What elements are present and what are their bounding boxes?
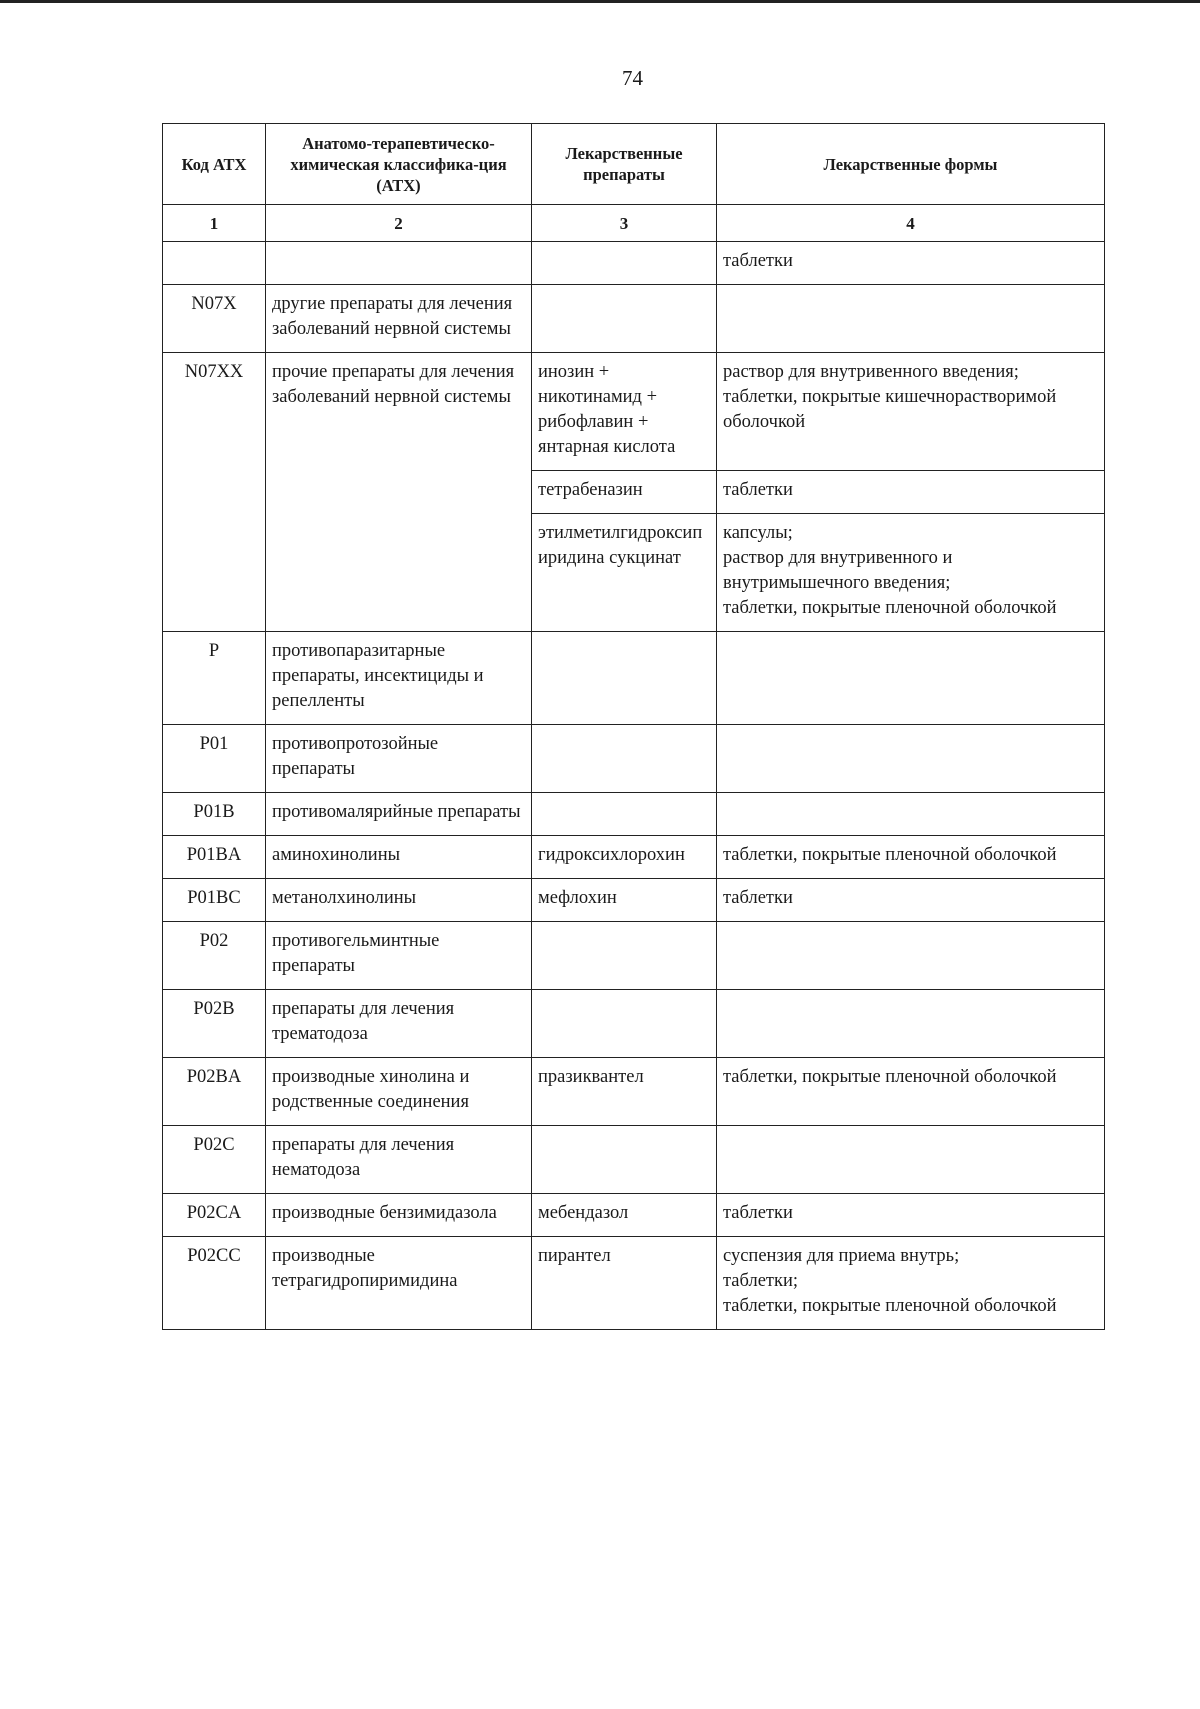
- atx-code-cell: P01: [163, 725, 266, 793]
- table-row: [163, 1058, 1105, 1126]
- drug-name-cell: инозин + никотинамид + рибофлавин + янтарная кислота: [532, 353, 717, 471]
- table-row: [163, 725, 1105, 793]
- classification-cell: производные бензимидазола: [266, 1194, 532, 1237]
- header-forms: Лекарственные формы: [717, 124, 1105, 205]
- dosage-form-line: таблетки, покрытые пленочной оболочкой: [723, 845, 1057, 865]
- dosage-forms-cell: [717, 1126, 1105, 1194]
- atx-code-cell: P01BC: [163, 879, 266, 922]
- page-number: 74: [622, 66, 643, 90]
- drug-name-cell: празиквантел: [532, 1058, 717, 1126]
- dosage-form-line: таблетки: [723, 1203, 793, 1223]
- dosage-forms-cell: [717, 836, 1105, 879]
- dosage-forms-cell: [717, 1058, 1105, 1126]
- classification-cell: производные тетрагидропиримидина: [266, 1237, 532, 1330]
- atx-code-cell: P02B: [163, 990, 266, 1058]
- header-drugs: Лекарственные препараты: [532, 124, 717, 205]
- table-row: [163, 632, 1105, 725]
- column-number: 3: [532, 205, 717, 242]
- header-code: Код АТХ: [163, 124, 266, 205]
- dosage-forms-cell: [717, 793, 1105, 836]
- classification-cell: противогельминтные препараты: [266, 922, 532, 990]
- column-number: 4: [717, 205, 1105, 242]
- table-body: [163, 242, 1105, 1330]
- drug-name-cell: [532, 285, 717, 353]
- drug-name-cell: этилметилгидроксипиридина сукцинат: [532, 514, 717, 632]
- table-row: [163, 1194, 1105, 1237]
- classification-cell: [266, 242, 532, 285]
- drug-name-cell: мебендазол: [532, 1194, 717, 1237]
- dosage-forms-cell: [717, 471, 1105, 514]
- dosage-form-line: таблетки, покрытые пленочной оболочкой: [723, 598, 1057, 618]
- atx-code-cell: [163, 242, 266, 285]
- classification-cell: противомалярийные препараты: [266, 793, 532, 836]
- drug-name-cell: [532, 1126, 717, 1194]
- table-row: [163, 285, 1105, 353]
- classification-cell: другие препараты для лечения заболеваний нервной системы: [266, 285, 532, 353]
- dosage-forms-cell: [717, 922, 1105, 990]
- table-row: [163, 1237, 1105, 1330]
- dosage-form-line: таблетки, покрытые кишечнорастворимой оболочкой: [723, 387, 1057, 432]
- drug-name-cell: [532, 242, 717, 285]
- table-row: [163, 836, 1105, 879]
- dosage-forms-cell: [717, 1194, 1105, 1237]
- dosage-forms-cell: [717, 1237, 1105, 1330]
- dosage-forms-cell: [717, 879, 1105, 922]
- dosage-form-line: капсулы;: [723, 523, 793, 543]
- atx-code-cell: P02: [163, 922, 266, 990]
- top-border-line: [0, 0, 1200, 3]
- table-row: [163, 1126, 1105, 1194]
- dosage-forms-cell: [717, 242, 1105, 285]
- table-row: [163, 353, 1105, 471]
- dosage-forms-cell: [717, 285, 1105, 353]
- atx-code-cell: P02C: [163, 1126, 266, 1194]
- dosage-form-line: таблетки: [723, 480, 793, 500]
- atx-code-cell: P02CC: [163, 1237, 266, 1330]
- classification-cell: производные хинолина и родственные соединения: [266, 1058, 532, 1126]
- atx-code-cell: N07X: [163, 285, 266, 353]
- dosage-form-line: суспензия для приема внутрь;: [723, 1246, 960, 1266]
- drug-name-cell: [532, 725, 717, 793]
- classification-cell: препараты для лечения нематодоза: [266, 1126, 532, 1194]
- atx-code-cell: P01B: [163, 793, 266, 836]
- column-number: 1: [163, 205, 266, 242]
- dosage-forms-cell: [717, 990, 1105, 1058]
- atx-code-cell: P01BA: [163, 836, 266, 879]
- header-classification: Анатомо-терапевтическо-химическая классифика-ция (АТХ): [266, 124, 532, 205]
- dosage-form-line: раствор для внутривенного и внутримышечного введения;: [723, 548, 953, 593]
- classification-cell: противопротозойные препараты: [266, 725, 532, 793]
- atx-code-cell: P02BA: [163, 1058, 266, 1126]
- drug-name-cell: [532, 632, 717, 725]
- column-number-row: [163, 205, 1105, 242]
- atx-code-cell: N07XX: [163, 353, 266, 632]
- drug-name-cell: гидроксихлорохин: [532, 836, 717, 879]
- table-row: [163, 922, 1105, 990]
- dosage-form-line: таблетки, покрытые пленочной оболочкой: [723, 1296, 1057, 1316]
- drug-name-cell: [532, 922, 717, 990]
- dosage-forms-cell: [717, 725, 1105, 793]
- dosage-form-line: таблетки, покрытые пленочной оболочкой: [723, 1067, 1057, 1087]
- drug-name-cell: [532, 990, 717, 1058]
- dosage-form-line: раствор для внутривенного введения;: [723, 362, 1019, 382]
- dosage-form-line: таблетки: [723, 251, 793, 271]
- classification-cell: прочие препараты для лечения заболеваний нервной системы: [266, 353, 532, 632]
- atx-code-cell: P: [163, 632, 266, 725]
- table-header: [163, 124, 1105, 242]
- table-row: [163, 879, 1105, 922]
- classification-cell: противопаразитарные препараты, инсектициды и репелленты: [266, 632, 532, 725]
- table-row: [163, 793, 1105, 836]
- atx-code-cell: P02CA: [163, 1194, 266, 1237]
- header-row: [163, 124, 1105, 205]
- dosage-forms-cell: [717, 353, 1105, 471]
- column-number: 2: [266, 205, 532, 242]
- classification-cell: препараты для лечения трематодоза: [266, 990, 532, 1058]
- drug-name-cell: пирантел: [532, 1237, 717, 1330]
- drug-name-cell: мефлохин: [532, 879, 717, 922]
- drug-name-cell: тетрабеназин: [532, 471, 717, 514]
- table-row: [163, 242, 1105, 285]
- dosage-form-line: таблетки;: [723, 1271, 799, 1291]
- dosage-forms-cell: [717, 632, 1105, 725]
- dosage-form-line: таблетки: [723, 888, 793, 908]
- dosage-forms-cell: [717, 514, 1105, 632]
- atx-drug-table: [162, 123, 1105, 1330]
- classification-cell: аминохинолины: [266, 836, 532, 879]
- drug-name-cell: [532, 793, 717, 836]
- table-row: [163, 990, 1105, 1058]
- classification-cell: метанолхинолины: [266, 879, 532, 922]
